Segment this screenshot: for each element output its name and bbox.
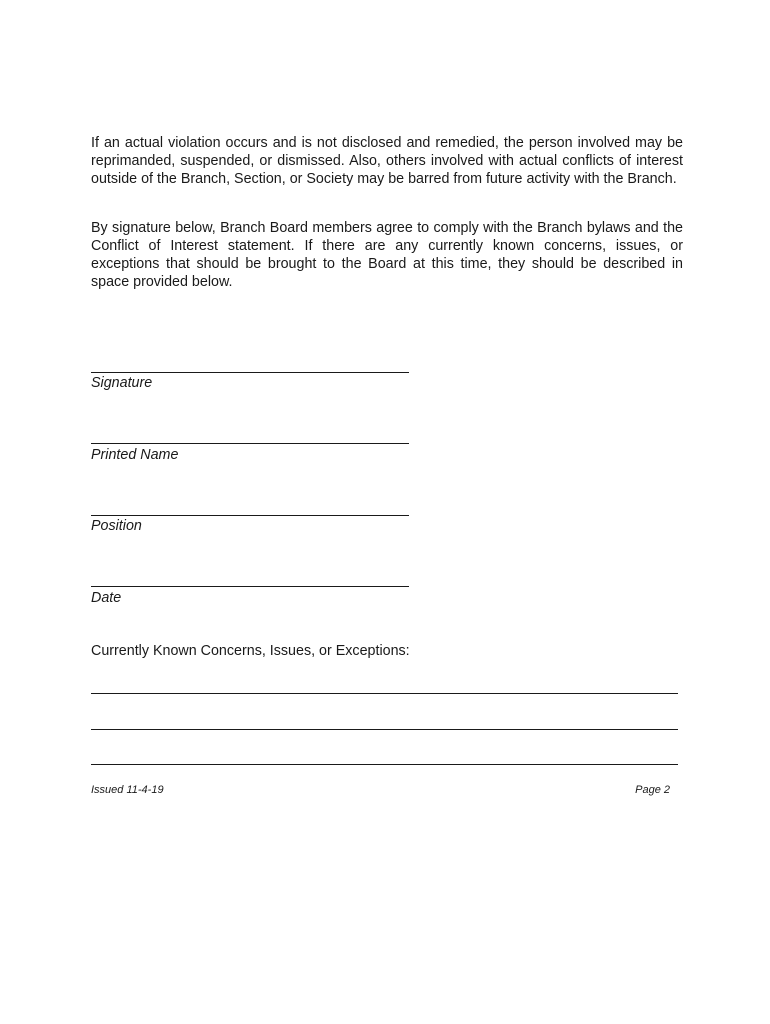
printed-name-line[interactable] xyxy=(91,443,409,444)
page-number: Page 2 xyxy=(635,784,670,796)
paragraph-signature-agreement: By signature below, Branch Board members agree to comply with the Branch bylaws and the Conflict of Interest statement. If there are any currently known concerns, issues, or exceptions that should be brought to the Board at this time, they should be described in space provided below. xyxy=(91,220,683,290)
printed-name-label: Printed Name xyxy=(91,447,179,463)
paragraph-violation: If an actual violation occurs and is not disclosed and remedied, the person involved may be reprimanded, suspended, or dismissed. Also, others involved with actual conflicts of interest outside of the Branch, Section, or Society may be barred from future activity with the Branch. xyxy=(91,135,683,187)
concern-line-3[interactable] xyxy=(91,764,678,765)
concerns-title: Currently Known Concerns, Issues, or Exceptions: xyxy=(91,643,410,659)
concern-line-2[interactable] xyxy=(91,729,678,730)
concern-line-1[interactable] xyxy=(91,693,678,694)
issued-date: Issued 11-4-19 xyxy=(91,784,164,796)
position-line[interactable] xyxy=(91,515,409,516)
date-line[interactable] xyxy=(91,586,409,587)
signature-line[interactable] xyxy=(91,372,409,373)
position-label: Position xyxy=(91,518,142,534)
signature-label: Signature xyxy=(91,375,153,391)
date-label: Date xyxy=(91,590,122,606)
